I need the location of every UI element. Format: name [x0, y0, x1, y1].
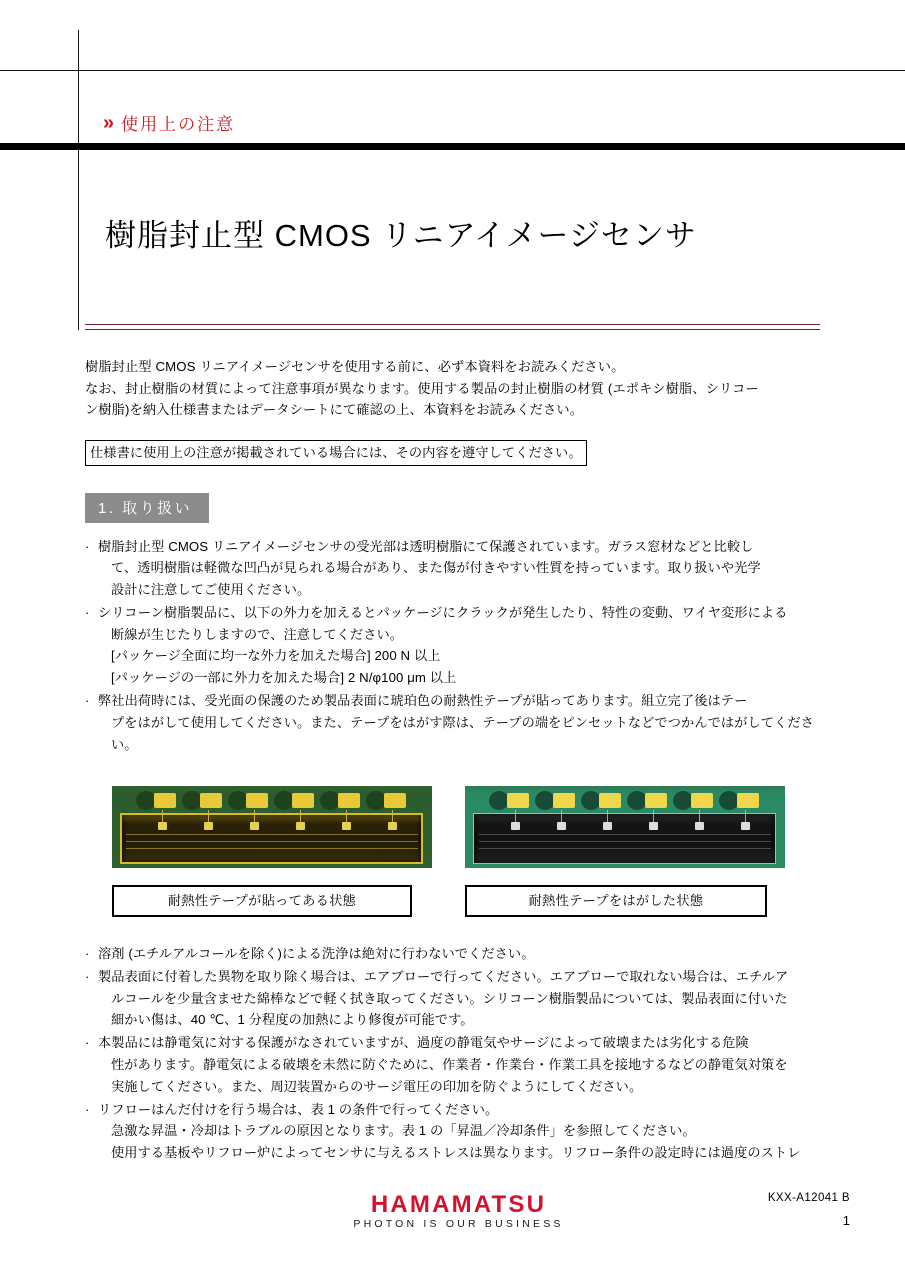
text-line: リフローはんだ付けを行う場合は、表 1 の条件で行ってください。 [98, 1101, 499, 1117]
list-item-text [98, 536, 833, 601]
section-heading: 1. 取り扱い [85, 493, 209, 523]
text-line: 溶剤 (エチルアルコールを除く)による洗浄は絶対に行わないでください。 [98, 946, 535, 961]
list-item [85, 536, 833, 601]
header-black-bar [0, 143, 905, 150]
text-line: [パッケージ全面に均一な外力を加えた場合] 200 N 以上 [111, 648, 441, 664]
header-kicker [103, 110, 235, 135]
notice-box: 仕様書に使用上の注意が掲載されている場合には、その内容を遵守してください。 [85, 440, 587, 466]
list-item-text [98, 1032, 833, 1097]
bullet-icon: · [85, 538, 90, 554]
bullet-icon: · [85, 693, 90, 709]
document-body [85, 356, 833, 756]
list-item [85, 943, 833, 965]
text-line: [パッケージの一部に外力を加えた場合] 2 N/φ100 μm 以上 [111, 670, 457, 686]
list-item-text [98, 602, 833, 689]
list-item-text [98, 690, 833, 755]
document-body-lower [85, 943, 833, 1165]
hamamatsu-logo [336, 1192, 581, 1232]
logo-tagline: PHOTON IS OUR BUSINESS [353, 1218, 564, 1230]
double-chevron-right-icon: » [103, 111, 113, 134]
figure-caption: 耐熱性テープが貼ってある状態 [112, 885, 412, 917]
text-line: 弊社出荷時には、受光面の保護のため製品表面に琥珀色の耐熱性テープが貼ってあります。組立完了後はテー [98, 693, 748, 709]
list-item [85, 1099, 833, 1164]
text-line: プをはがして使用してください。また、テープをはがす際は、テープの端をピンセットなどでつかんではがしてくださ [111, 714, 814, 730]
top-horizontal-rule [0, 70, 905, 71]
text-line: 本製品には静電気に対する保護がなされていますが、過度の静電気やサージによって破壊または劣化する危険 [98, 1035, 749, 1051]
figure-without-tape [465, 786, 785, 917]
text-line: 急激な昇温・冷却はトラブルの原因となります。表 1 の「昇温／冷却条件」を参照してください。 [111, 1123, 696, 1139]
figure-with-tape [112, 786, 432, 917]
bullet-icon: · [85, 968, 90, 984]
list-item-text [98, 1099, 833, 1164]
text-line: 断線が生じたりしますので、注意してください。 [111, 626, 404, 642]
footer-doc-info [768, 1192, 850, 1228]
sensor-with-tape-photo [112, 786, 432, 868]
figure-caption: 耐熱性テープをはがした状態 [465, 885, 767, 917]
figure-row [112, 786, 788, 917]
text-line: ルコールを少量含ませた綿棒などで軽く拭き取ってください。シリコーン樹脂製品については、製品表面に付いた [111, 990, 788, 1006]
text-line: 設計に注意してご使用ください。 [111, 582, 311, 598]
handling-bullet-list-upper [85, 536, 833, 756]
bullet-icon: · [85, 946, 90, 961]
sensor-without-tape-photo [465, 786, 785, 868]
text-line: シリコーン樹脂製品に、以下の外力を加えるとパッケージにクラックが発生したり、特性の変動、ワイヤ変形による [98, 604, 788, 620]
document-number: KXX-A12041 B [767, 1192, 850, 1204]
text-line: 性があります。静電気による破壊を未然に防ぐために、作業者・作業台・作業工具を接地するなどの静電気対策を [111, 1056, 788, 1072]
list-item-text [98, 943, 833, 965]
page-number: 1 [842, 1213, 850, 1228]
text-line: い。 [111, 736, 138, 752]
title-double-rule [85, 324, 820, 330]
intro-line: なお、封止樹脂の材質によって注意事項が異なります。使用する製品の封止樹脂の材質 (エポキシ樹脂、シリコー [85, 380, 759, 396]
text-line: 樹脂封止型 CMOS リニアイメージセンサの受光部は透明樹脂にて保護されています。ガラス窓材などと比較し [98, 538, 754, 554]
text-line: 製品表面に付着した異物を取り除く場合は、エアブローで行ってください。エアブローで取れない場合は、エチルア [98, 968, 789, 984]
text-line: 使用する基板やリフロー炉によってセンサに与えるストレスは異なります。リフロー条件の設定時には過度のストレ [111, 1145, 801, 1161]
vertical-rule [78, 30, 79, 330]
text-line: 細かい傷は、40 ℃、1 分程度の加熱により修復が可能です。 [111, 1012, 474, 1028]
intro-paragraph [85, 356, 833, 421]
bullet-icon: · [85, 1101, 90, 1117]
list-item-text [98, 966, 833, 1031]
logo-wordmark: HAMAMATSU [370, 1191, 547, 1218]
list-item [85, 1032, 833, 1097]
list-item [85, 966, 833, 1031]
bullet-icon: · [85, 604, 90, 620]
page-title: 樹脂封止型 CMOS リニアイメージセンサ [105, 218, 697, 253]
kicker-label: 使用上の注意 [121, 115, 236, 134]
intro-line: ン樹脂)を納入仕様書またはデータシートにて確認の上、本資料をお読みください。 [85, 402, 584, 417]
list-item [85, 690, 833, 755]
intro-line: 樹脂封止型 CMOS リニアイメージセンサを使用する前に、必ず本資料をお読みください。 [85, 359, 625, 374]
handling-bullet-list-lower [85, 943, 833, 1164]
list-item [85, 602, 833, 689]
text-line: て、透明樹脂は軽微な凹凸が見られる場合があり、また傷が付きやすい性質を持っています。取り扱いや光学 [111, 560, 761, 576]
bullet-icon: · [85, 1035, 90, 1051]
text-line: 実施してください。また、周辺装置からのサージ電圧の印加を防ぐようにしてください。 [111, 1078, 643, 1094]
